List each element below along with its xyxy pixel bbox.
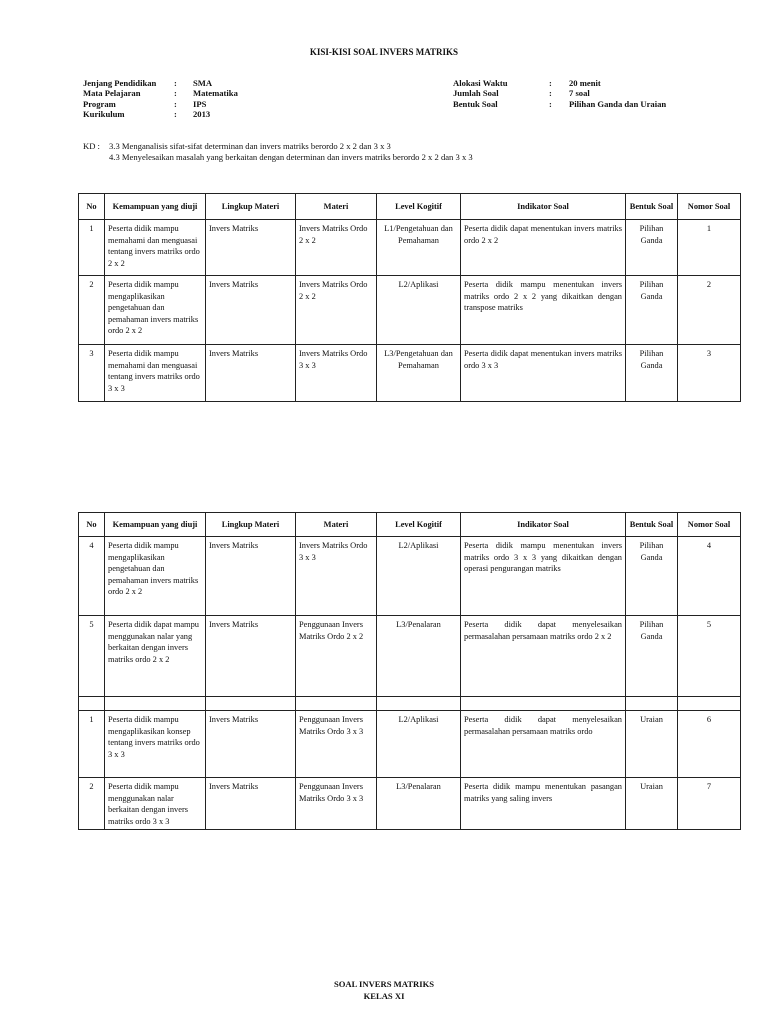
info-row: [83, 99, 238, 109]
cell-lingkup: Invers Matriks: [206, 778, 296, 830]
info-row: [453, 78, 666, 88]
header-bentuk: Bentuk Soal: [626, 194, 678, 220]
table-row: [79, 711, 741, 778]
cell-level: L2/Aplikasi: [377, 276, 461, 345]
cell-kemampuan: Peserta didik mampu menggunakan nalar berkaitan dengan invers matriks ordo 3 x 3: [105, 778, 206, 830]
cell-bentuk: Uraian: [626, 711, 678, 778]
cell-kemampuan: Peserta didik mampu memahami dan menguasai tentang invers matriks ordo 3 x 3: [105, 345, 206, 402]
table-row: [79, 778, 741, 830]
info-separator: :: [174, 109, 177, 120]
header-level: Level Kogitif: [377, 513, 461, 537]
cell-materi: Invers Matriks Ordo 3 x 3: [296, 537, 377, 616]
cell-lingkup: Invers Matriks: [206, 537, 296, 616]
info-value: 2013: [193, 109, 211, 120]
cell-lingkup: Invers Matriks: [206, 711, 296, 778]
info-separator: :: [174, 78, 177, 88]
footer-title: SOAL INVERS MATRIKS: [333, 979, 435, 989]
info-separator: :: [549, 88, 552, 99]
info-separator: :: [549, 78, 552, 88]
info-row: [453, 88, 666, 98]
info-value: Pilihan Ganda dan Uraian: [569, 98, 667, 109]
header-indikator: Indikator Soal: [461, 513, 626, 537]
info-label: Jenjang Pendidikan: [83, 78, 157, 88]
header-level: Level Kogitif: [377, 194, 461, 220]
cell-materi: Penggunaan Invers Matriks Ordo 3 x 3: [296, 778, 377, 830]
table-row: [79, 220, 741, 276]
info-label: Program: [83, 98, 116, 109]
header-row: [79, 194, 741, 220]
cell-lingkup: Invers Matriks: [206, 345, 296, 402]
cell-kemampuan: Peserta didik mampu mengaplikasikan pengetahuan dan pemahaman invers matriks ordo 2 x 2: [105, 537, 206, 616]
info-label: Mata Pelajaran: [83, 88, 141, 99]
header-indikator: Indikator Soal: [461, 194, 626, 220]
document-title: KISI-KISI SOAL INVERS MATRIKS: [309, 47, 459, 57]
info-separator: :: [174, 88, 177, 99]
header-lingkup: Lingkup Materi: [206, 513, 296, 537]
kisi-kisi-table-2: [78, 512, 741, 830]
table-row: [79, 276, 741, 345]
cell-level: L1/Pengetahuan dan Pemahaman: [377, 220, 461, 276]
cell-bentuk: Pilihan Ganda: [626, 616, 678, 697]
cell-no: 5: [79, 616, 105, 697]
info-value: 20 menit: [569, 78, 601, 88]
info-value: IPS: [193, 98, 207, 109]
cell-indikator: Peserta didik mampu menentukan invers matriks ordo 2 x 2 yang dikaitkan dengan transpose matriks: [461, 276, 626, 345]
cell-no: 1: [79, 220, 105, 276]
cell-no: 2: [79, 276, 105, 345]
cell-bentuk: Pilihan Ganda: [626, 345, 678, 402]
cell-kemampuan: Peserta didik mampu mengaplikasikan pengetahuan dan pemahaman invers matriks ordo 2 x 2: [105, 276, 206, 345]
header-nomor: Nomor Soal: [678, 194, 741, 220]
cell-bentuk: Uraian: [626, 778, 678, 830]
info-label: Bentuk Soal: [453, 98, 498, 109]
cell-bentuk: Pilihan Ganda: [626, 276, 678, 345]
kd-label: KD :: [83, 141, 100, 151]
header-no: No: [79, 194, 105, 220]
header-nomor: Nomor Soal: [678, 513, 741, 537]
kd-line: 4.3 Menyelesaikan masalah yang berkaitan dengan determinan dan invers matriks berordo 2 x 2 dan 3 x 3: [109, 151, 473, 162]
info-separator: :: [174, 98, 177, 109]
cell-bentuk: Pilihan Ganda: [626, 220, 678, 276]
header-materi: Materi: [296, 194, 377, 220]
info-value: Matematika: [193, 88, 238, 99]
table-row: [79, 616, 741, 697]
cell-nomor: 4: [678, 537, 741, 616]
cell-indikator: Peserta didik mampu menentukan pasangan matriks yang saling invers: [461, 778, 626, 830]
cell-lingkup: Invers Matriks: [206, 220, 296, 276]
header-materi: Materi: [296, 513, 377, 537]
cell-indikator: Peserta didik mampu menentukan invers matriks ordo 3 x 3 yang dikaitkan dengan operasi pengurangan matriks: [461, 537, 626, 616]
cell-no: 4: [79, 537, 105, 616]
info-value: SMA: [193, 78, 213, 88]
footer-heading: [0, 979, 768, 1002]
info-value: 7 soal: [569, 88, 590, 99]
header-kemampuan: Kemampuan yang diuji: [105, 513, 206, 537]
cell-materi: Invers Matriks Ordo 2 x 2: [296, 276, 377, 345]
cell-nomor: 2: [678, 276, 741, 345]
cell-level: L2/Aplikasi: [377, 711, 461, 778]
cell-no: 1: [79, 711, 105, 778]
cell-level: L3/Penalaran: [377, 778, 461, 830]
cell-materi: Penggunaan Invers Matriks Ordo 3 x 3: [296, 711, 377, 778]
header-bentuk: Bentuk Soal: [626, 513, 678, 537]
kd-line: 3.3 Menganalisis sifat-sifat determinan dan invers matriks berordo 2 x 2 dan 3 x 3: [109, 141, 391, 151]
cell-level: L3/Pengetahuan dan Pemahaman: [377, 345, 461, 402]
cell-kemampuan: Peserta didik mampu mengaplikasikan konsep tentang invers matriks ordo 3 x 3: [105, 711, 206, 778]
header-no: No: [79, 513, 105, 537]
cell-kemampuan: Peserta didik dapat mampu menggunakan nalar yang berkaitan dengan invers matriks ordo 2 x 2: [105, 616, 206, 697]
cell-no: 2: [79, 778, 105, 830]
cell-indikator: Peserta didik dapat menyelesaikan permasalahan persamaan matriks ordo 2 x 2: [461, 616, 626, 697]
cell-indikator: Peserta didik dapat menyelesaikan permasalahan persamaan matriks ordo: [461, 711, 626, 778]
cell-indikator: Peserta didik dapat menentukan invers matriks ordo 2 x 2: [461, 220, 626, 276]
table-row: [79, 537, 741, 616]
kisi-kisi-table-1: [78, 193, 741, 402]
footer-subtitle: KELAS XI: [363, 990, 405, 1001]
info-row: [83, 88, 238, 98]
cell-nomor: 7: [678, 778, 741, 830]
cell-level: L3/Penalaran: [377, 616, 461, 697]
cell-lingkup: Invers Matriks: [206, 616, 296, 697]
cell-bentuk: Pilihan Ganda: [626, 537, 678, 616]
info-label: Jumlah Soal: [453, 88, 499, 99]
cell-indikator: Peserta didik dapat menentukan invers matriks ordo 3 x 3: [461, 345, 626, 402]
cell-nomor: 6: [678, 711, 741, 778]
cell-level: L2/Aplikasi: [377, 537, 461, 616]
cell-nomor: 3: [678, 345, 741, 402]
cell-lingkup: Invers Matriks: [206, 276, 296, 345]
cell-nomor: 1: [678, 220, 741, 276]
header-lingkup: Lingkup Materi: [206, 194, 296, 220]
cell-no: 3: [79, 345, 105, 402]
info-label: Kurikulum: [83, 109, 125, 120]
info-label: Alokasi Waktu: [453, 78, 508, 88]
info-row: [83, 78, 238, 88]
info-right-block: [453, 78, 666, 109]
spacer-row: [79, 697, 741, 711]
cell-nomor: 5: [678, 616, 741, 697]
info-row: [453, 99, 666, 109]
info-separator: :: [549, 98, 552, 109]
cell-materi: Invers Matriks Ordo 2 x 2: [296, 220, 377, 276]
cell-materi: Invers Matriks Ordo 3 x 3: [296, 345, 377, 402]
cell-materi: Penggunaan Invers Matriks Ordo 2 x 2: [296, 616, 377, 697]
info-row: [83, 109, 238, 119]
header-kemampuan: Kemampuan yang diuji: [105, 194, 206, 220]
cell-kemampuan: Peserta didik mampu memahami dan menguasai tentang invers matriks ordo 2 x 2: [105, 220, 206, 276]
table-row: [79, 345, 741, 402]
header-row: [79, 513, 741, 537]
kd-section: [83, 141, 473, 163]
info-left-block: [83, 78, 238, 120]
